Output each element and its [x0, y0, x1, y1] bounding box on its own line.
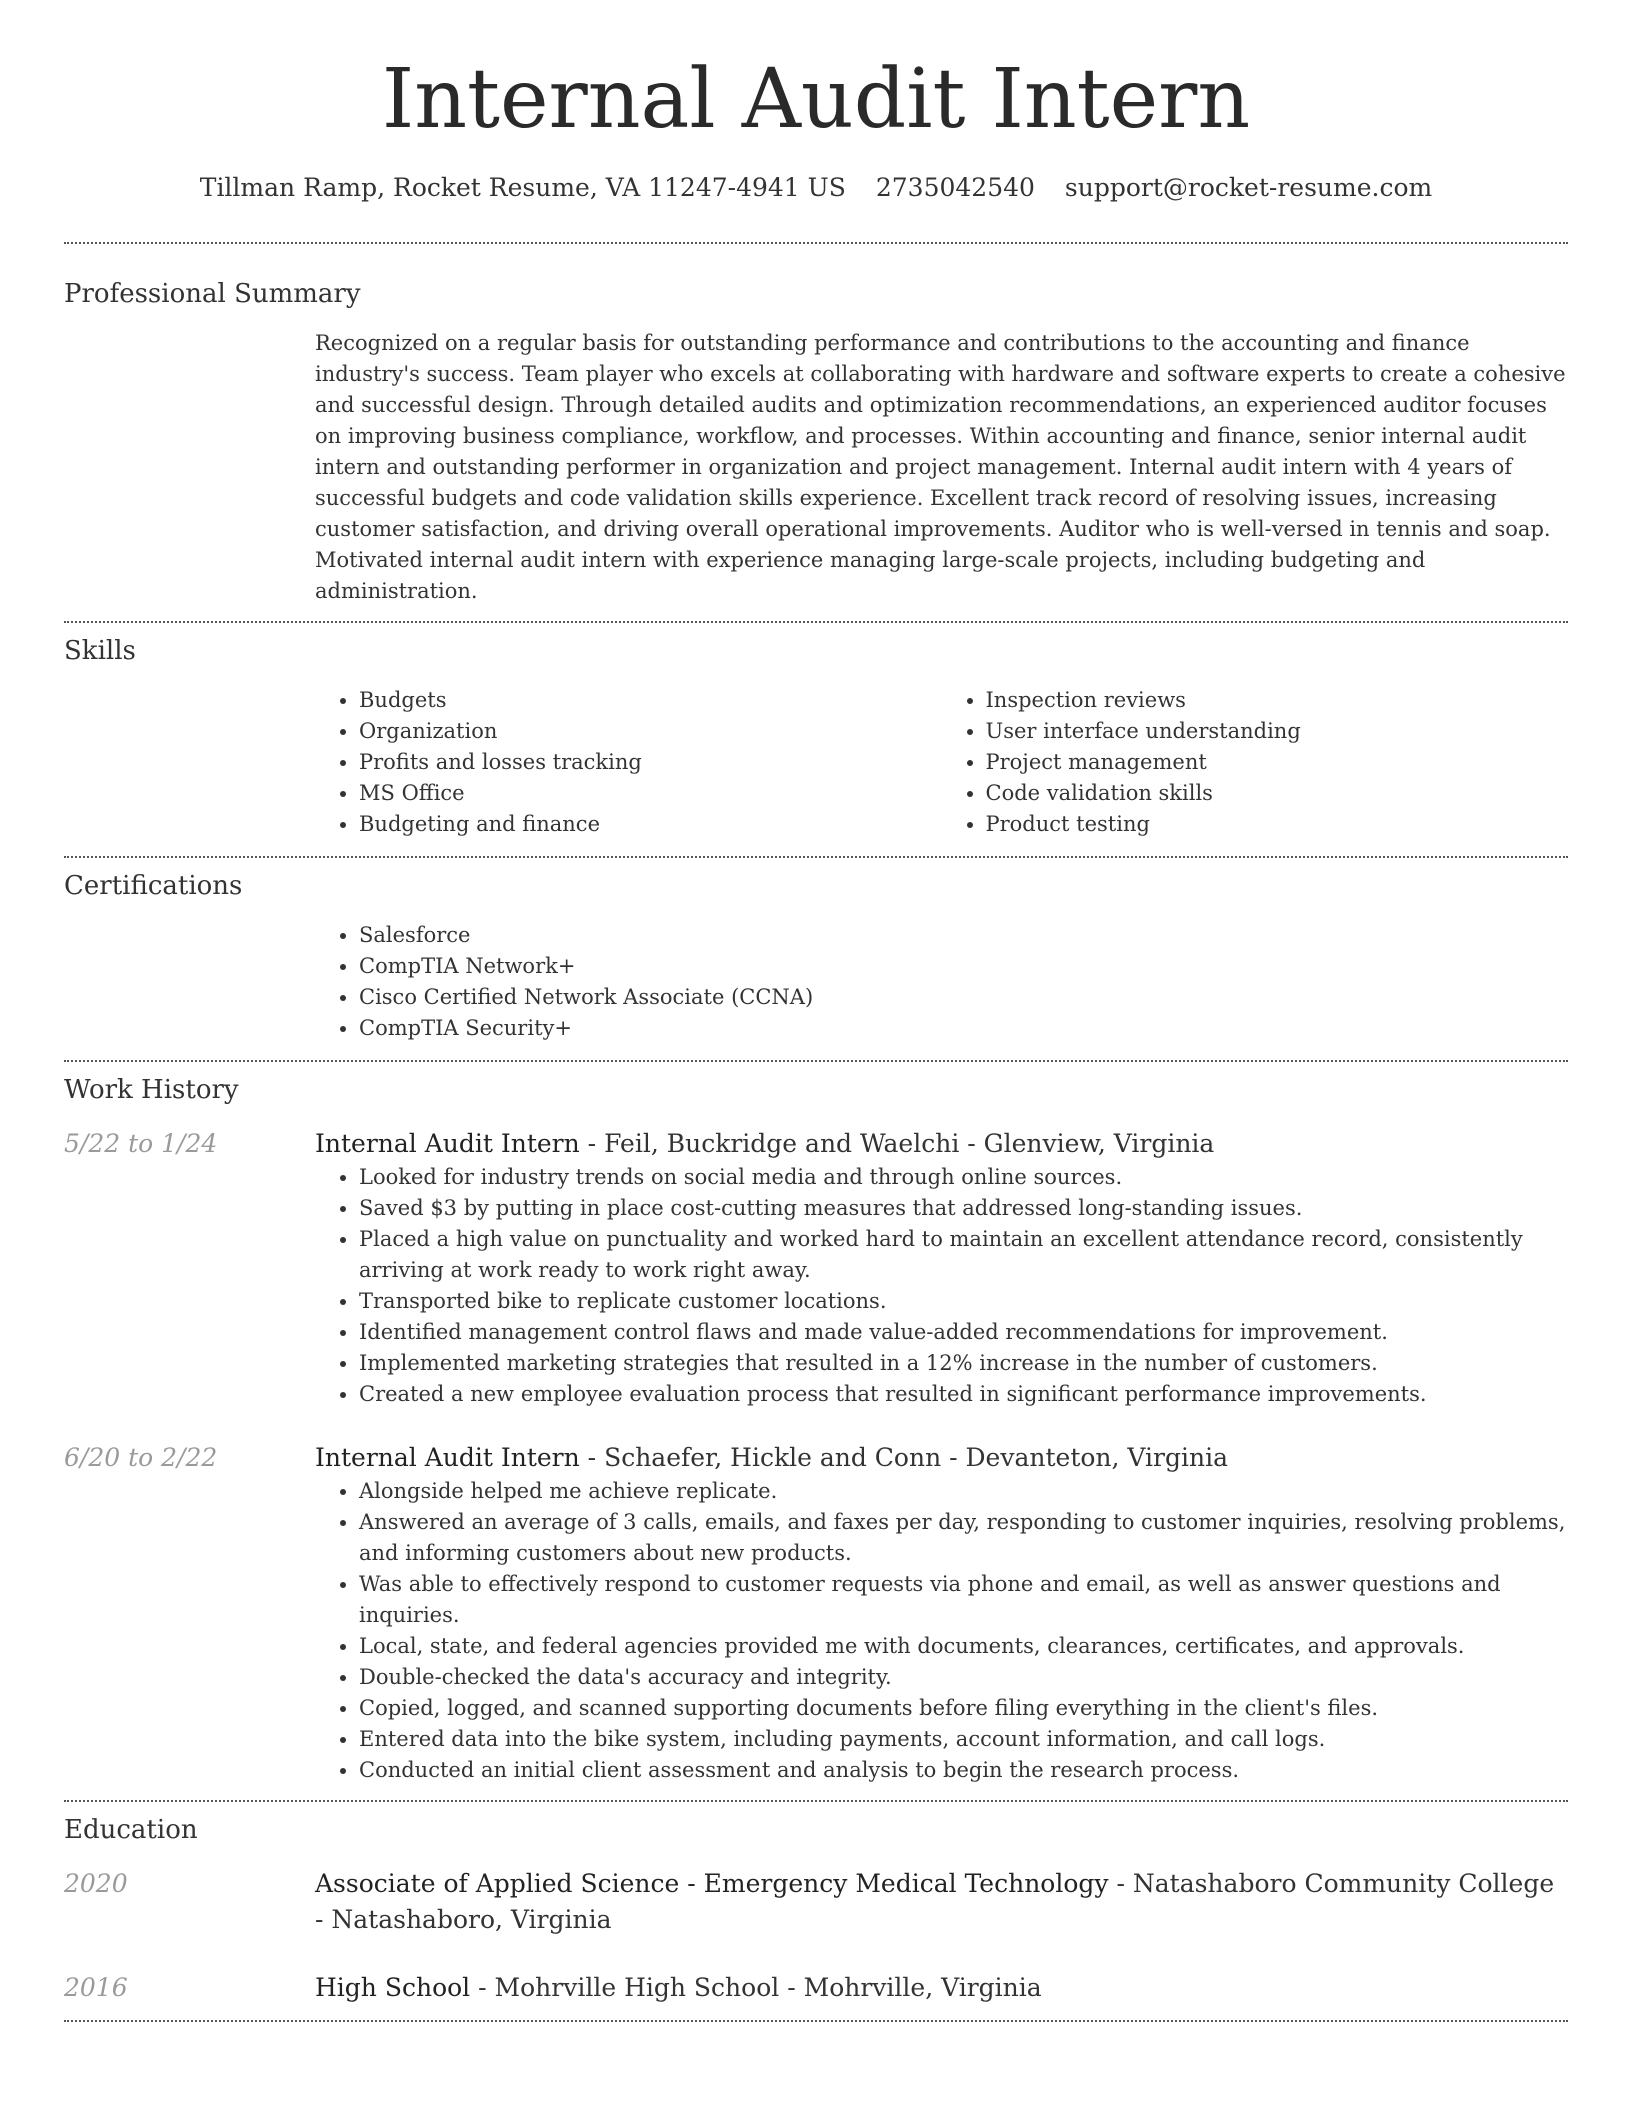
job-bullets [315, 1476, 1568, 1786]
list-item: • Cisco Certified Network Associate (CCNA) [359, 982, 1568, 1013]
list-item: • CompTIA Security+ [359, 1013, 1568, 1044]
job-role: Internal Audit Intern [315, 1443, 580, 1472]
list-item: • Implemented marketing strategies that resulted in a 12% increase in the number of customers. [359, 1348, 1568, 1379]
education-title-line [315, 1970, 1568, 2006]
job-employer: - Feil, Buckridge and Waelchi - Glenview, Virginia [579, 1129, 1215, 1158]
list-item: • Was able to effectively respond to customer requests via phone and email, as well as answer questions and inquiries. [359, 1569, 1568, 1631]
education-degree: High School [315, 1973, 471, 2002]
list-item: • Budgeting and finance [359, 809, 942, 840]
education-entry [64, 1866, 1568, 1938]
job-title-line [315, 1126, 1568, 1162]
job-bullets [315, 1162, 1568, 1410]
list-item: • Saved $3 by putting in place cost-cutting measures that addressed long-standing issues. [359, 1193, 1568, 1224]
education-year: 2020 [64, 1869, 128, 1898]
list-item: • Transported bike to replicate customer locations. [359, 1286, 1568, 1317]
list-item: • CompTIA Network+ [359, 951, 1568, 982]
list-item: • Identified management control flaws and made value-added recommendations for improvement. [359, 1317, 1568, 1348]
candidate-name: Internal Audit Intern [381, 52, 1251, 147]
certifications-list [315, 920, 1568, 1044]
section-title-certifications: Certifications [64, 871, 243, 901]
skills-list-right [942, 685, 1569, 840]
job-role: Internal Audit Intern [315, 1129, 580, 1158]
summary-section [64, 244, 1568, 621]
job-title-line [315, 1440, 1568, 1476]
list-item: • Project management [986, 747, 1569, 778]
divider [64, 2020, 1568, 2022]
job-employer: - Schaefer, Hickle and Conn - Devanteton, Virginia [579, 1443, 1228, 1472]
list-item: • Budgets [359, 685, 942, 716]
section-title-work-history: Work History [64, 1075, 239, 1105]
list-item: • Local, state, and federal agencies provided me with documents, clearances, certificates, and approvals. [359, 1631, 1568, 1662]
list-item: • Placed a high value on punctuality and worked hard to maintain an excellent attendance record, consistently arriving at work ready to work right away. [359, 1224, 1568, 1286]
education-entry [64, 1970, 1568, 2006]
list-item: • Alongside helped me achieve replicate. [359, 1476, 1568, 1507]
education-degree: Associate of Applied Science - Emergency Medical Technology [315, 1869, 1109, 1898]
list-item: • Double-checked the data's accuracy and integrity. [359, 1662, 1568, 1693]
list-item: • Created a new employee evaluation process that resulted in significant performance improvements. [359, 1379, 1568, 1410]
list-item: • Product testing [986, 809, 1569, 840]
list-item: • Profits and losses tracking [359, 747, 942, 778]
section-title-education: Education [64, 1815, 198, 1845]
list-item: • MS Office [359, 778, 942, 809]
skills-list-left [315, 685, 942, 840]
job-entry [64, 1126, 1568, 1410]
list-item: • Conducted an initial client assessment and analysis to begin the research process. [359, 1755, 1568, 1786]
list-item: • Inspection reviews [986, 685, 1569, 716]
education-school: - Mohrville High School - Mohrville, Virginia [470, 1973, 1042, 2002]
contact-address: Tillman Ramp, Rocket Resume, VA 11247-4941 US [199, 173, 846, 202]
education-section [64, 1802, 1568, 2020]
contact-email: support@rocket-resume.com [1064, 173, 1433, 202]
contact-line [64, 172, 1568, 204]
education-school: - Natashaboro Community College - Natashaboro, Virginia [315, 1869, 1555, 1934]
list-item: • Answered an average of 3 calls, emails, and faxes per day, responding to customer inquiries, resolving problems, and informing customers about new products. [359, 1507, 1568, 1569]
job-entry [64, 1440, 1568, 1786]
resume-header [64, 0, 1568, 204]
education-year: 2016 [64, 1973, 128, 2002]
list-item: • Organization [359, 716, 942, 747]
job-dates: 6/20 to 2/22 [64, 1443, 218, 1472]
contact-phone: 2735042540 [875, 173, 1035, 202]
list-item: • Salesforce [359, 920, 1568, 951]
skills-section [64, 623, 1568, 856]
certifications-section [64, 858, 1568, 1060]
list-item: • Copied, logged, and scanned supporting documents before filing everything in the client's files. [359, 1693, 1568, 1724]
job-dates: 5/22 to 1/24 [64, 1129, 218, 1158]
section-title-summary: Professional Summary [64, 279, 361, 309]
section-title-skills: Skills [64, 636, 136, 666]
list-item: • User interface understanding [986, 716, 1569, 747]
list-item: • Code validation skills [986, 778, 1569, 809]
work-history-section [64, 1062, 1568, 1800]
summary-text: Recognized on a regular basis for outstanding performance and contributions to the accounting and finance industry's success. Team player who excels at collaborating with hardware and software experts to create a cohesive and successful design. Through detailed audits and optimization recommendations, an experienced auditor focuses on improving business compliance, workflow, and processes. Within accounting and finance, senior internal audit intern and outstanding performer in organization and project management. Internal audit intern with 4 years of successful budgets and code validation skills experience. Excellent track record of resolving issues, increasing customer satisfaction, and driving overall operational improvements. Auditor who is well-versed in tennis and soap. Motivated internal audit intern with experience managing large-scale projects, including budgeting and administration. [315, 331, 1566, 603]
list-item: • Looked for industry trends on social media and through online sources. [359, 1162, 1568, 1193]
list-item: • Entered data into the bike system, including payments, account information, and call logs. [359, 1724, 1568, 1755]
education-title-line [315, 1866, 1568, 1938]
